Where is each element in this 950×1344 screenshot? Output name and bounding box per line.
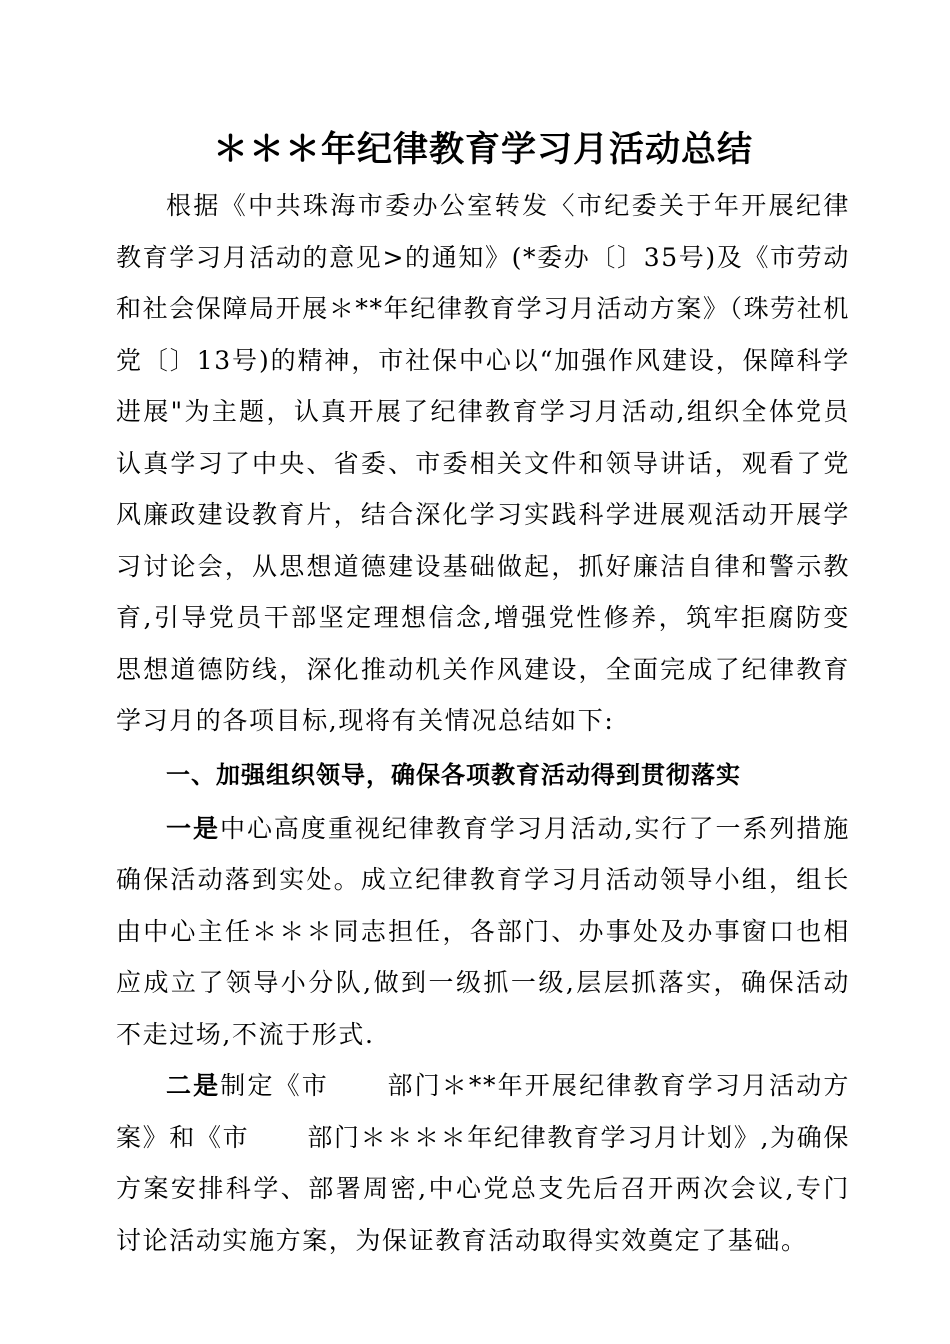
document-title: ＊＊＊年纪律教育学习月活动总结 [212,130,753,170]
item-one-text: 中心高度重视纪律教育学习月活动,实行了一系列措施确保活动落到实处。成立纪律教育学习月活动领导小组，组长由中心主任＊＊＊同志担任，各部门、办事处及办事窗口也相应成立了领导小分队,做到一级抓一级,层层抓落实，确保活动不走过场,不流于形式. [116,813,850,1049]
item-two-text-c: 部门＊＊＊＊年纪律教育学习月计划》,为确保方案安排科学、部署周密,中心党总支先后召开两次会议,专门讨论活动实施方案，为保证教育活动取得实效奠定了基础。 [116,1122,850,1255]
section-heading: 一、加强组织领导，确保各项教育活动得到贯彻落实 [166,760,741,789]
item-two-lead: 二是 [166,1071,221,1100]
document-page [116,122,850,1266]
item-two-paragraph [116,1060,850,1266]
item-one-paragraph [116,803,850,1061]
item-two-text-b: 部门＊**年开展纪律教育学习月活动方案》和《市 [116,1071,850,1152]
item-one-lead: 一是 [166,813,220,843]
item-two-text-a: 制定《市 [220,1071,329,1100]
intro-paragraph: 根据《中共珠海市委办公室转发〈市纪委关于年开展纪律教育学习月活动的意见>的通知》(*委办〔〕35号)及《市劳动和社会保障局开展＊**年纪律教育学习月活动方案》（珠劳社机党〔〕13号)的精神，市社保中心以“加强作风建设，保障科学进展"为主题，认真开展了纪律教育学习月活动,组织全体党员认真学习了中央、省委、市委相关文件和领导讲话，观看了党风廉政建设教育片，结合深化学习实践科学进展观活动开展学习讨论会，从思想道德建设基础做起，抓好廉洁自律和警示教育,引导党员干部坚定理想信念,增强党性修养，筑牢拒腐防变思想道德防线，深化推动机关作风建设，全面完成了纪律教育学习月的各项目标,现将有关情况总结如下: [116,191,850,735]
